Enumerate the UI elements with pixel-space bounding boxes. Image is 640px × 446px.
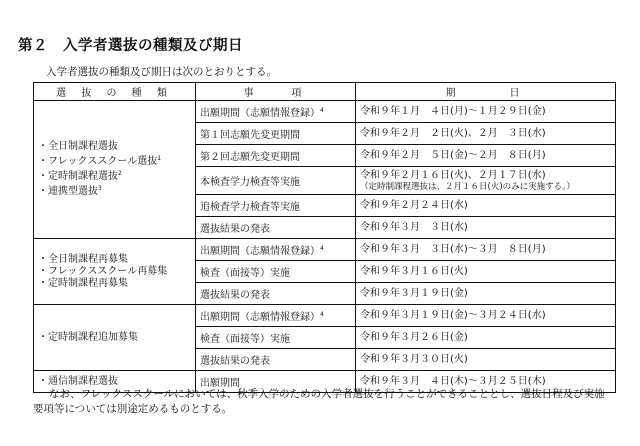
header-item: 事 項	[196, 83, 356, 101]
date-cell	[356, 145, 616, 167]
item-cell	[196, 101, 356, 123]
date-cell	[356, 167, 616, 195]
table-row	[34, 101, 616, 123]
footnote-marker: 4	[320, 107, 324, 114]
category-label: ・全日制課程選抜	[38, 141, 118, 152]
category-item	[38, 168, 191, 183]
item-cell	[196, 145, 356, 167]
item-label: 出願期間	[200, 378, 240, 389]
item-cell	[196, 195, 356, 217]
footnote-marker: 1	[157, 155, 162, 162]
item-label: 出願期間（志願情報登録）	[200, 108, 320, 119]
header-category: 選 抜 の 種 類	[34, 83, 196, 101]
category-cell	[34, 101, 196, 239]
intro-text: 入学者選抜の種類及び期日は次のとおりとする。	[46, 66, 277, 78]
date-cell	[356, 217, 616, 239]
category-label: ・フレックススクール選抜	[38, 156, 158, 167]
category-cell	[34, 305, 196, 371]
date-cell	[356, 283, 616, 305]
date-value: 令和９年３月２６日(金)	[360, 332, 468, 343]
date-value: 令和９年２月２４日(水)	[360, 200, 468, 211]
date-value: 令和９年３月 ３日(水)～３月 ８日(月)	[360, 244, 546, 255]
header-date: 期 日	[356, 83, 616, 101]
date-cell	[356, 239, 616, 261]
date-cell	[356, 195, 616, 217]
item-label: 第２回志願先変更期間	[200, 152, 300, 163]
date-value: 令和９年３月１９日(金)～３月２４日(水)	[360, 310, 546, 321]
category-label: ・連携型選抜	[38, 186, 98, 197]
item-cell	[196, 239, 356, 261]
footnote-marker: 3	[98, 185, 102, 192]
category-label: ・全日制課程再募集	[38, 253, 128, 265]
category-label: ・定時制課程再募集	[38, 277, 128, 289]
item-cell	[196, 327, 356, 349]
item-label: 出願期間（志願情報登録）	[200, 312, 320, 323]
item-label: 検査（面接等）実施	[200, 268, 290, 279]
category-list	[38, 376, 191, 388]
category-list	[38, 254, 191, 290]
date-value: 令和９年３月１６日(火)	[360, 266, 468, 277]
table-header-row	[34, 83, 616, 101]
category-cell	[34, 239, 196, 305]
item-cell	[196, 349, 356, 371]
category-list	[38, 141, 191, 198]
footnote-marker: 4	[320, 245, 324, 252]
item-cell	[196, 217, 356, 239]
category-item	[38, 153, 191, 168]
category-list	[38, 332, 191, 344]
category-item	[38, 278, 191, 290]
category-label: ・フレックススクール再募集	[38, 265, 168, 277]
category-label: ・定時制課程選抜	[38, 171, 118, 182]
date-value: 令和９年３月３０日(火)	[360, 354, 468, 365]
item-label: 検査（面接等）実施	[200, 334, 290, 345]
item-cell	[196, 283, 356, 305]
date-value: 令和９年２月１６日(火)、２月１７日(水)	[360, 169, 546, 181]
item-label: 選抜結果の発表	[200, 290, 270, 301]
date-value: 令和９年３月 ４日(木)～３月２５日(木)	[360, 376, 546, 387]
date-cell	[356, 261, 616, 283]
date-value: 令和９年２月 ２日(火)、２月 ３日(水)	[360, 128, 546, 139]
table-row	[34, 305, 616, 327]
date-cell	[356, 349, 616, 371]
category-item	[38, 183, 191, 198]
item-cell	[196, 305, 356, 327]
date-value: 令和９年１月 ４日(月)～１月２９日(金)	[360, 106, 546, 117]
item-cell	[196, 123, 356, 145]
date-value: 令和９年３月１９日(金)	[360, 288, 468, 299]
item-label: 選抜結果の発表	[200, 356, 270, 367]
category-item	[38, 332, 191, 344]
item-label: 第１回志願先変更期間	[200, 130, 300, 141]
date-value: 令和９年３月 ３日(水)	[360, 222, 468, 233]
date-note: （定時制課程選抜は、２月１６日(火)のみに実施する。）	[360, 181, 575, 192]
item-cell	[196, 167, 356, 195]
schedule-table	[33, 82, 616, 393]
section-heading: 第２ 入学者選抜の種類及び期日	[18, 38, 243, 54]
table-row	[34, 239, 616, 261]
category-label: ・定時制課程追加募集	[38, 331, 138, 343]
item-label: 追検査学力検査等実施	[200, 202, 300, 213]
category-item	[38, 266, 191, 278]
date-cell	[356, 101, 616, 123]
item-label: 出願期間（志願情報登録）	[200, 246, 320, 257]
table-body	[34, 101, 616, 393]
item-cell	[196, 261, 356, 283]
date-cell	[356, 305, 616, 327]
date-cell	[356, 327, 616, 349]
category-label: ・通信制課程選抜	[38, 375, 118, 387]
item-label: 選抜結果の発表	[200, 224, 270, 235]
footnote-marker: 4	[320, 311, 324, 318]
item-label: 本検査学力検査等実施	[200, 177, 300, 188]
date-value: 令和９年２月 ５日(金)～２月 ８日(月)	[360, 150, 546, 161]
category-item	[38, 376, 191, 388]
footer-note: なお、フレックススクールにおいては、秋季入学のための入学者選抜を行うことができることとし、選抜日程及び実施要項等については別途定めるものとする。	[33, 388, 605, 415]
category-item	[38, 254, 191, 266]
date-cell	[356, 123, 616, 145]
footnote-marker: 2	[118, 170, 122, 177]
category-item	[38, 141, 191, 153]
